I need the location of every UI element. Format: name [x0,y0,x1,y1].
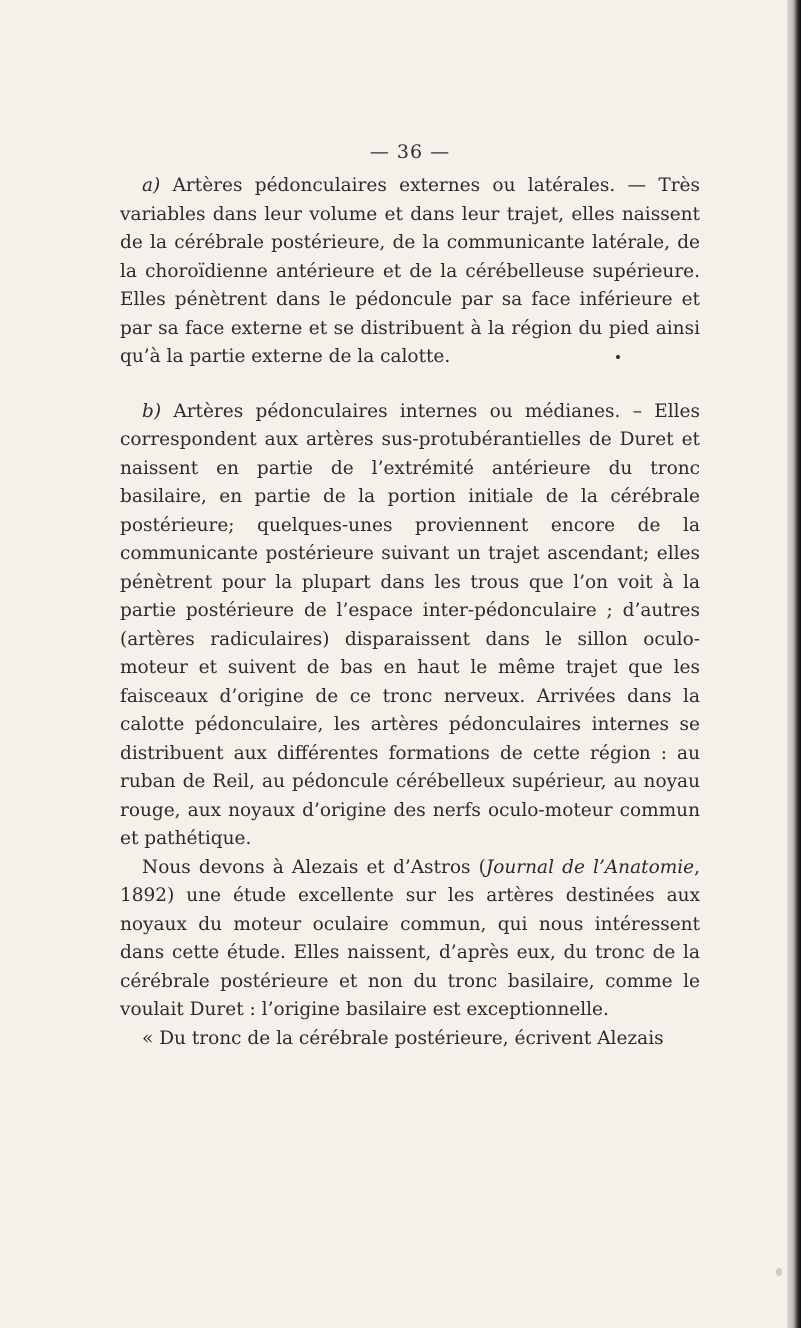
paragraph-a-label: a) [142,175,161,196]
paragraph-c [120,854,700,1025]
scan-mark [776,1268,782,1276]
paragraph-b-label: b) [142,400,162,422]
paragraph-a [120,172,700,372]
stray-dot [616,355,620,359]
paragraph-a-text: Artères pédonculaires externes ou latérales. — Très variables dans leur volume et dans leur trajet, elles naissent de la cérébrale postérieure, de la communicante latérale, de la choroïdienne antérieure et de la cérébelleuse supérieure. Elles pénètrent dans le pédoncule par sa face inférieure et par sa face externe et se distribuent à la région du pied ainsi qu’à la partie externe de la calotte. [120,175,700,367]
paragraph-b [120,398,700,854]
book-page [120,140,700,1053]
paragraph-gap [120,372,700,398]
paragraph-d-text: « Du tronc de la cérébrale postérieure, écrivent Alezais [142,1027,664,1049]
page-number: — 36 — [369,141,451,163]
paragraph-d [120,1025,700,1054]
paragraph-c-before: Nous devons à Alezais et d’Astros ( [142,856,486,878]
scan-edge [787,0,801,1328]
paragraph-b-text: Artères pédonculaires internes ou médianes. – Elles correspondent aux artères sus-protubérantielles de Duret et naissent en partie de l’extrémité antérieure du tronc basilaire, en partie de la portion initiale de la cérébrale postérieure; quelques-unes proviennent encore de la communicante postérieure suivant un trajet ascendant; elles pénètrent pour la plupart dans les trous que l’on voit à la partie postérieure de l’espace inter-pédonculaire ; d’autres (artères radiculaires) disparaissent dans le sillon oculo-moteur et suivent de bas en haut le même trajet que les faisceaux d’origine de ce tronc nerveux. Arrivées dans la calotte pédonculaire, les artères pédonculaires internes se distribuent aux différentes formations de cette région : au ruban de Reil, au pédoncule cérébelleux supérieur, au noyau rouge, aux noyaux d’origine des nerfs oculo-moteur commun et pathétique. [120,400,700,849]
paragraph-c-after: , 1892) une étude excellente sur les artères destinées aux noyaux du moteur oculaire commun, qui nous intéressent dans cette étude. Elles naissent, d’après eux, du tronc de la cérébrale postérieure et non du tronc basilaire, comme le voulait Duret : l’origine basilaire est exceptionnelle. [120,856,700,1020]
journal-title: Journal de l’Anatomie [485,856,695,878]
